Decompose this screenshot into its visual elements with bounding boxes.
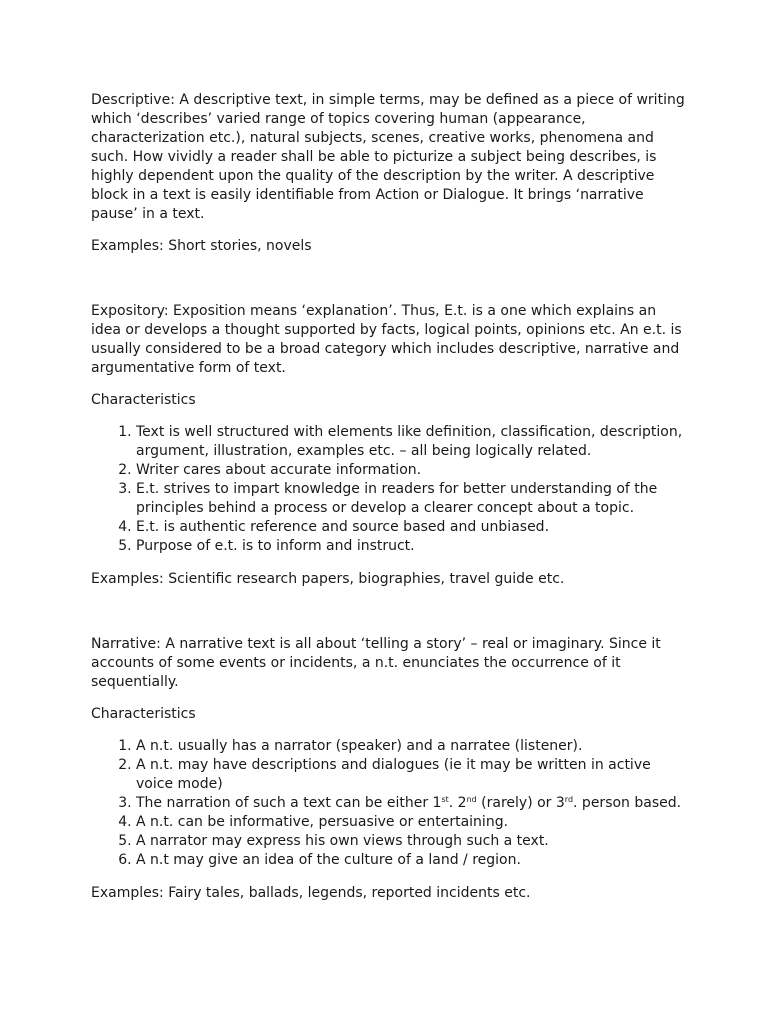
list-item: 2. Writer cares about accurate information. (136, 461, 688, 480)
narration-text-part3: (rarely) or 3 (476, 795, 565, 811)
narration-text-part4: . person based. (573, 795, 682, 811)
list-item: 2. A n.t. may have descriptions and dialogues (ie it may be written in active voice mode) (136, 756, 688, 794)
narrative-characteristics-list (91, 737, 688, 870)
expository-paragraph: Expository: Exposition means ‘explanation’. Thus, E.t. is a one which explains an idea or develops a thought supported by facts, logical points, opinions etc. An e.t. is usually considered to be a broad category which includes descriptive, narrative and argumentative form of text. (91, 303, 682, 376)
section-spacer (91, 602, 688, 635)
list-item: 1. A n.t. usually has a narrator (speaker) and a narratee (listener). (136, 737, 688, 756)
narrative-characteristics-heading: Characteristics (91, 706, 196, 722)
superscript-rd: rd (564, 795, 574, 804)
narrative-paragraph: Narrative: A narrative text is all about ‘telling a story’ – real or imaginary. Since it accounts of some events or incidents, a n.t. enunciates the occurrence of it sequentially. (91, 636, 661, 690)
expository-section (91, 302, 688, 589)
superscript-nd: nd (466, 795, 477, 804)
descriptive-section (91, 91, 688, 256)
expository-characteristics-heading: Characteristics (91, 392, 196, 408)
list-item: 4. A n.t. can be informative, persuasive or entertaining. (136, 813, 688, 832)
list-item: 1. Text is well structured with elements like definition, classification, description, argument, illustration, examples etc. – all being logically related. (136, 423, 688, 461)
section-spacer (91, 269, 688, 302)
list-item: 4. E.t. is authentic reference and source based and unbiased. (136, 518, 688, 537)
expository-characteristics-list (91, 423, 688, 556)
list-item: 6. A n.t may give an idea of the culture of a land / region. (136, 851, 688, 870)
list-item: 5. A narrator may express his own views through such a text. (136, 832, 688, 851)
list-item: 5. Purpose of e.t. is to inform and instruct. (136, 537, 688, 556)
narration-text-part2: . 2 (448, 795, 467, 811)
list-item: 3. E.t. strives to impart knowledge in readers for better understanding of the principles behind a process or develop a clearer concept about a topic. (136, 480, 688, 518)
descriptive-examples: Examples: Short stories, novels (91, 238, 312, 254)
descriptive-paragraph: Descriptive: A descriptive text, in simple terms, may be defined as a piece of writing which ‘describes’ varied range of topics covering human (appearance, characterization etc.), natural subjects, scenes, creative works, phenomena and such. How vividly a reader shall be able to picturize a subject being describes, is highly dependent upon the quality of the description by the writer. A descriptive block in a text is easily identifiable from Action or Dialogue. It brings ‘narrative pause’ in a text. (91, 92, 685, 222)
list-item-narration-person (136, 794, 688, 813)
narrative-examples: Examples: Fairy tales, ballads, legends, reported incidents etc. (91, 885, 531, 901)
narration-text-part1: The narration of such a text can be either 1 (136, 795, 442, 811)
expository-examples: Examples: Scientific research papers, biographies, travel guide etc. (91, 571, 565, 587)
superscript-st: st (441, 795, 449, 804)
narrative-section (91, 635, 688, 903)
